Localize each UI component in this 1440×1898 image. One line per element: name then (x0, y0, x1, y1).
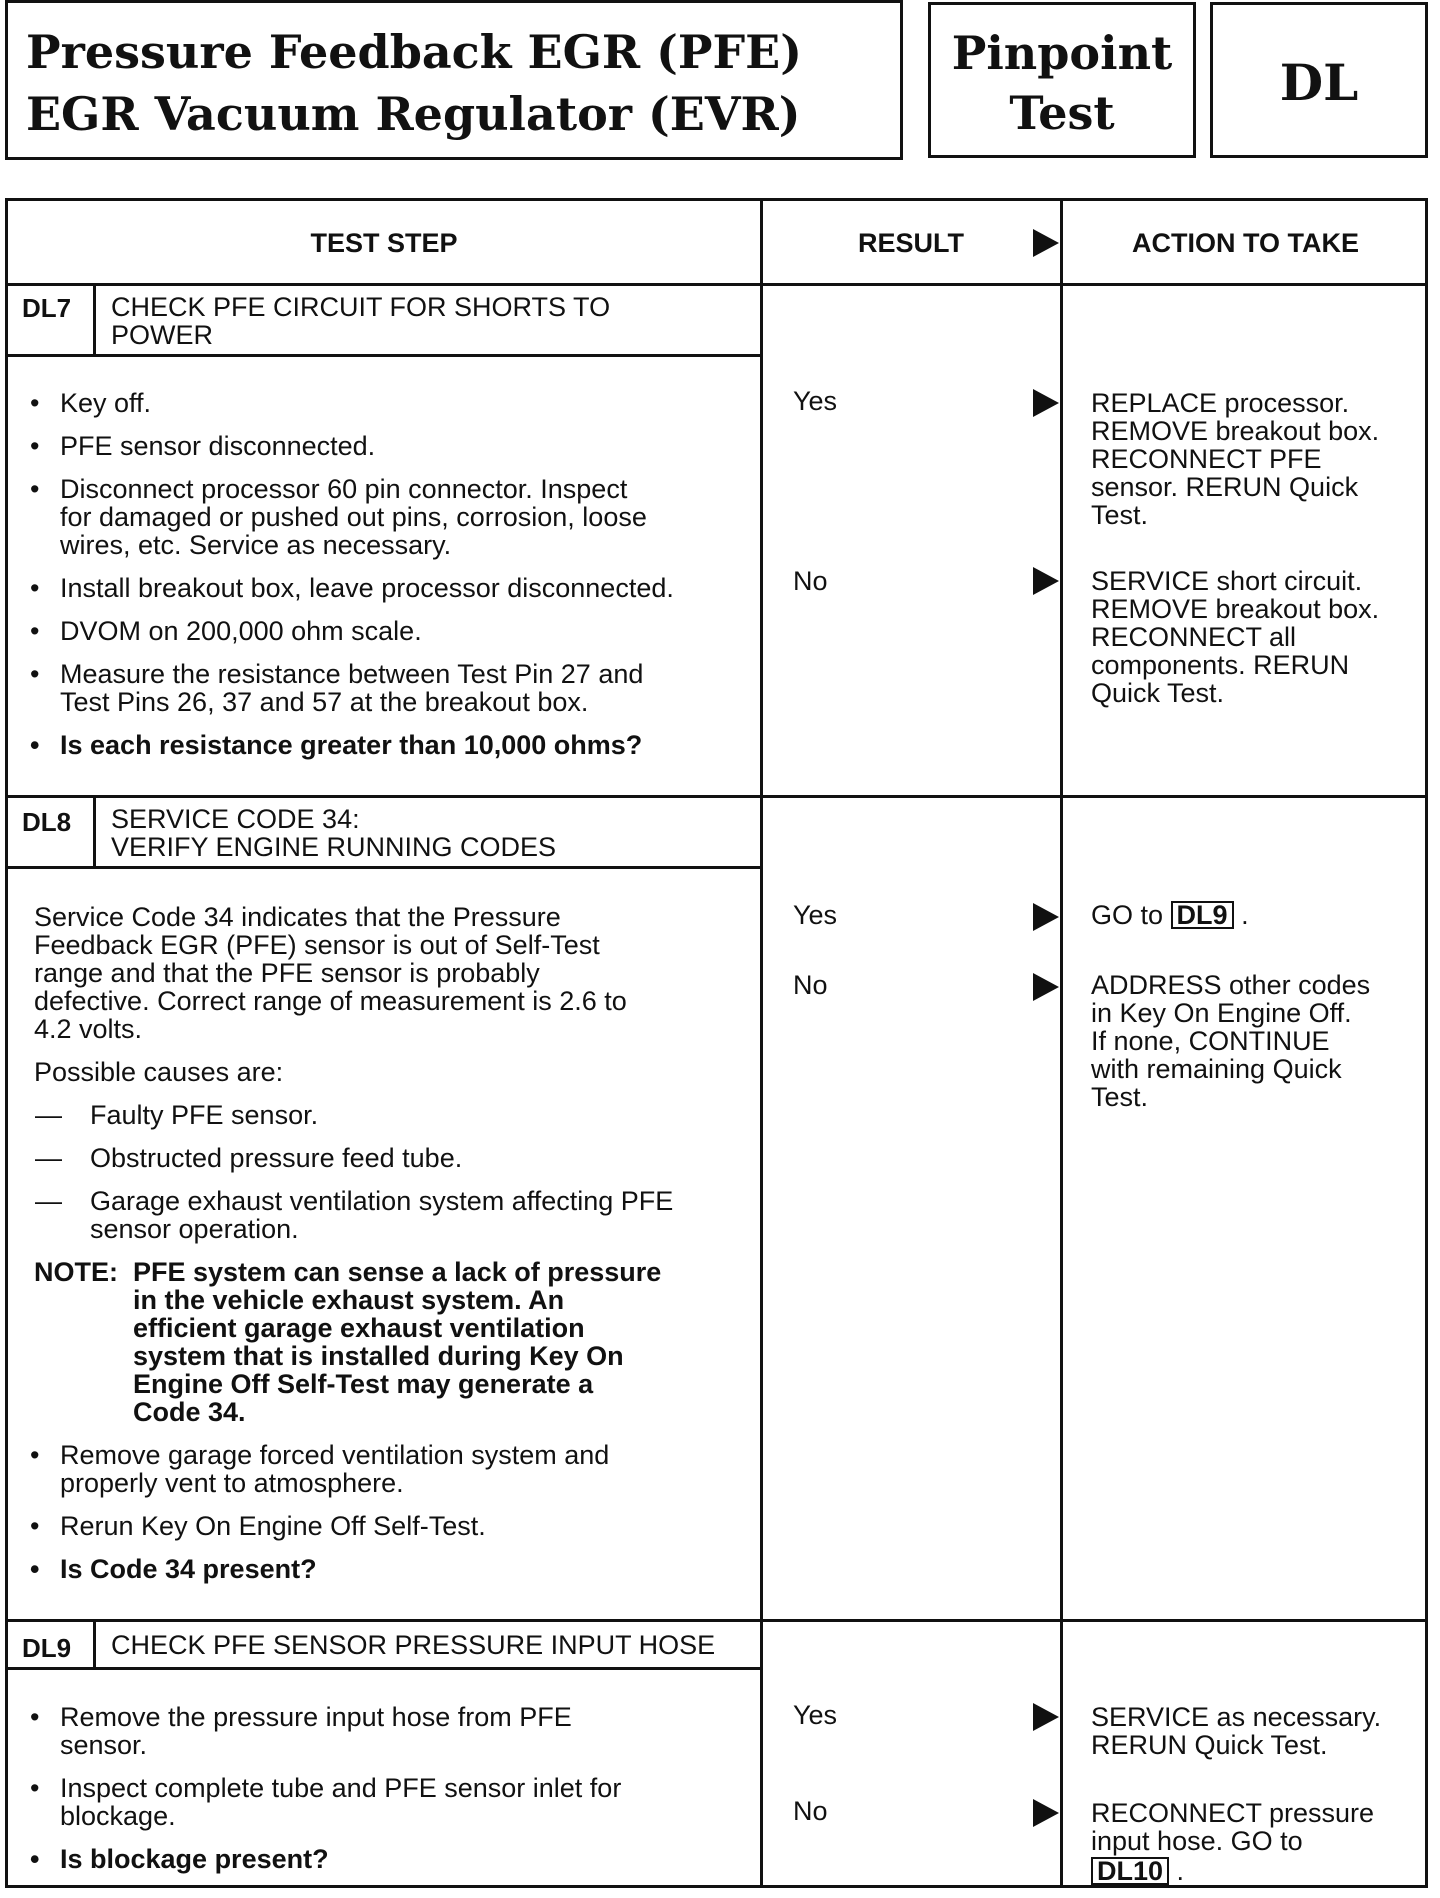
step-title-dl9: CHECK PFE SENSOR PRESSURE INPUT HOSE (111, 1630, 716, 1660)
dl8-cause-2: — Obstructed pressure feed tube. (90, 1144, 462, 1172)
result-header-label: RESULT (858, 228, 964, 258)
dl8-no-action-3: If none, CONTINUE (1091, 1026, 1330, 1056)
arrow-icon (1033, 567, 1059, 595)
dl8-para-1-line5: 4.2 volts. (34, 1014, 143, 1044)
dl7-yes-action-5: Test. (1091, 500, 1149, 530)
dl8-yes-action-text: GO to (1091, 900, 1164, 930)
dl8-note-line5: Engine Off Self-Test may generate a (133, 1369, 594, 1399)
step-id-dl8: DL8 (22, 807, 72, 837)
dl7-no-action-4: components. RERUN (1091, 650, 1350, 680)
dl8-cause-3-line2: sensor operation. (90, 1214, 299, 1244)
dl8-para-1-line3: range and that the PFE sensor is probably (34, 958, 540, 988)
dl7-bullet-4: • Install breakout box, leave processor disconnected. (60, 574, 674, 602)
test-code-box (1210, 2, 1428, 158)
dl9-no-action-2: input hose. GO to (1091, 1826, 1303, 1856)
dl9-yes-action-1: SERVICE as necessary. (1091, 1702, 1382, 1732)
dl7-no-action-5: Quick Test. (1091, 678, 1225, 708)
dl7-bullet-2: • PFE sensor disconnected. (60, 432, 375, 460)
step-id-divider (93, 795, 96, 867)
dl7-result-yes: Yes (793, 386, 838, 416)
dl8-note-line6: Code 34. (133, 1397, 246, 1427)
test-title-line1: Pressure Feedback EGR (PFE) (26, 25, 802, 79)
dl9-bullet-1-line2: sensor. (60, 1730, 148, 1760)
dl8-no-action-2: in Key On Engine Off. (1091, 998, 1352, 1028)
dl8-note-line2: in the vehicle exhaust system. An (133, 1285, 565, 1315)
column-divider (760, 201, 763, 1888)
dl10-step-reference[interactable]: DL10 (1091, 1857, 1169, 1885)
step-id-divider (93, 1619, 96, 1669)
dl7-no-action-1: SERVICE short circuit. (1091, 566, 1363, 596)
step-title-dl7-line1: CHECK PFE CIRCUIT FOR SHORTS TO (111, 292, 611, 322)
dl7-bullet-6-line2: Test Pins 26, 37 and 57 at the breakout box. (60, 687, 589, 717)
dl8-cause-1: — Faulty PFE sensor. (90, 1101, 318, 1129)
dl7-bullet-5: • DVOM on 200,000 ohm scale. (60, 617, 422, 645)
pinpoint-test-table (5, 198, 1428, 1888)
column-divider (1060, 201, 1063, 1888)
dl7-no-action-2: REMOVE breakout box. (1091, 594, 1380, 624)
step-id-dl7: DL7 (22, 293, 72, 323)
dl7-yes-action-2: REMOVE breakout box. (1091, 416, 1380, 446)
step-title-underline (8, 354, 760, 357)
test-code: DL (1279, 53, 1359, 112)
dl8-para-1-line4: defective. Correct range of measurement is 2.6 to (34, 986, 627, 1016)
dl8-bullet-2: • Rerun Key On Engine Off Self-Test. (60, 1512, 486, 1540)
dl8-no-action-5: Test. (1091, 1082, 1149, 1112)
dl7-bullet-3-line3: wires, etc. Service as necessary. (60, 530, 452, 560)
arrow-icon (1033, 1703, 1059, 1731)
dl8-note-line3: efficient garage exhaust ventilation (133, 1313, 585, 1343)
dl8-yes-action (1091, 901, 1249, 929)
step-id-dl9: DL9 (22, 1633, 72, 1663)
dl9-step-reference[interactable]: DL9 (1171, 901, 1234, 929)
column-header-action: ACTION TO TAKE (1132, 228, 1359, 258)
dl7-yes-action-3: RECONNECT PFE (1091, 444, 1322, 474)
dl9-no-action-1: RECONNECT pressure (1091, 1798, 1375, 1828)
dl7-no-action-3: RECONNECT all (1091, 622, 1297, 652)
dl9-bullet-2-line1: • Inspect complete tube and PFE sensor inlet for (60, 1774, 621, 1802)
dl9-question: • Is blockage present? (60, 1845, 329, 1873)
dl7-result-no: No (793, 566, 828, 596)
arrow-icon (1033, 1799, 1059, 1827)
dl8-para-1-line1: Service Code 34 indicates that the Pressure (34, 902, 561, 932)
header-divider (8, 283, 1425, 286)
step-divider (8, 795, 1425, 798)
dl7-yes-action-1: REPLACE processor. (1091, 388, 1350, 418)
column-header-test-step: TEST STEP (310, 228, 458, 258)
test-label: Test (1009, 86, 1115, 140)
dl9-result-yes: Yes (793, 1700, 838, 1730)
arrow-icon (1033, 389, 1059, 417)
column-header-result (763, 201, 1060, 285)
dl7-question: • Is each resistance greater than 10,000 ohms? (60, 731, 642, 759)
dl8-result-yes: Yes (793, 900, 838, 930)
dl7-bullet-6 (60, 660, 643, 688)
dl9-no-action-3 (1091, 1857, 1184, 1885)
arrow-icon (1033, 229, 1059, 257)
step-title-dl8-line2: VERIFY ENGINE RUNNING CODES (111, 832, 557, 862)
dl9-bullet-2-line2: blockage. (60, 1801, 176, 1831)
dl8-bullet-1-line2: properly vent to atmosphere. (60, 1468, 404, 1498)
dl8-note-line4: system that is installed during Key On (133, 1341, 624, 1371)
dl8-no-action-1: ADDRESS other codes (1091, 970, 1371, 1000)
dl7-bullet-6-line1: Measure the resistance between Test Pin 27 and (60, 659, 644, 689)
dl8-note-label: NOTE: (34, 1257, 118, 1287)
step-title-dl7-line2: POWER (111, 320, 214, 350)
pinpoint-test-box (928, 2, 1196, 158)
dl7-bullet-1: • Key off. (60, 389, 151, 417)
arrow-icon (1033, 903, 1059, 931)
dl8-question: • Is Code 34 present? (60, 1555, 317, 1583)
step-title-dl8-line1: SERVICE CODE 34: (111, 804, 360, 834)
dl7-yes-action-4: sensor. RERUN Quick (1091, 472, 1359, 502)
dl9-bullet-1-line1: • Remove the pressure input hose from PFE (60, 1703, 572, 1731)
arrow-icon (1033, 973, 1059, 1001)
dl8-result-no: No (793, 970, 828, 1000)
dl8-yes-action-period: . (1241, 900, 1249, 930)
step-divider (8, 1619, 1425, 1622)
test-title-line2: EGR Vacuum Regulator (EVR) (26, 87, 801, 141)
dl8-cause-3-line1: — Garage exhaust ventilation system affecting PFE (90, 1187, 673, 1215)
dl7-bullet-3-line1: Disconnect processor 60 pin connector. Inspect (60, 474, 628, 504)
dl7-bullet-3-line2: for damaged or pushed out pins, corrosion, loose (60, 502, 647, 532)
dl9-yes-action-2: RERUN Quick Test. (1091, 1730, 1328, 1760)
pinpoint-label: Pinpoint (951, 26, 1173, 80)
dl9-no-action-period: . (1176, 1856, 1185, 1886)
dl8-no-action-4: with remaining Quick (1091, 1054, 1342, 1084)
dl8-note-line1: PFE system can sense a lack of pressure (133, 1257, 662, 1287)
step-title-underline (8, 866, 760, 869)
step-id-divider (93, 283, 96, 355)
test-title-box (5, 0, 903, 160)
step-title-underline (8, 1667, 760, 1670)
dl8-bullet-1-line1: • Remove garage forced ventilation system and (60, 1441, 609, 1469)
dl9-result-no: No (793, 1796, 828, 1826)
dl7-bullet-3 (60, 475, 627, 503)
dl8-para-1-line2: Feedback EGR (PFE) sensor is out of Self-Test (34, 930, 600, 960)
dl8-para-2: Possible causes are: (34, 1057, 284, 1087)
